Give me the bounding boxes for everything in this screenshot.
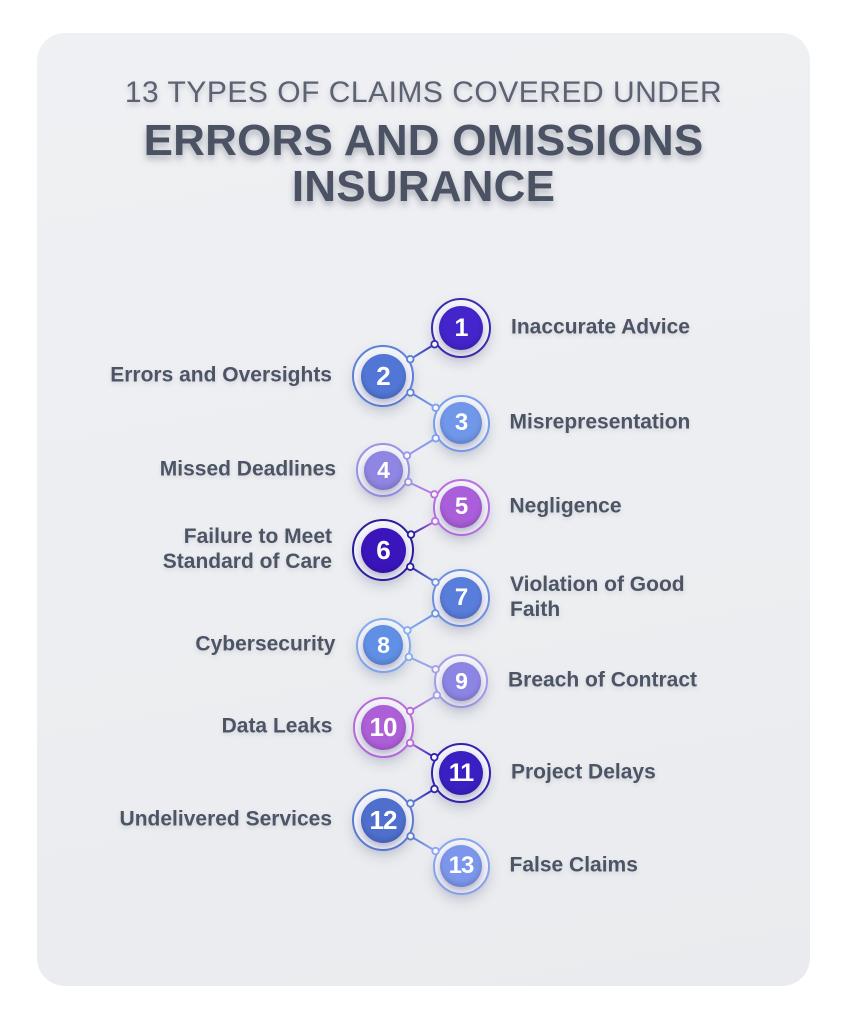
node-disc xyxy=(361,354,406,399)
node-disc xyxy=(440,402,482,444)
timeline-node-7 xyxy=(432,569,490,627)
node-number: 8 xyxy=(377,631,389,658)
item-label-7: Violation of Good Faith xyxy=(510,573,685,621)
node-disc xyxy=(440,845,482,887)
node-number: 13 xyxy=(448,852,474,879)
node-disc xyxy=(361,705,406,750)
node-disc xyxy=(439,306,483,350)
node-number: 4 xyxy=(377,456,389,483)
node-disc xyxy=(364,451,403,490)
node-disc xyxy=(442,662,481,701)
item-label-10: Data Leaks xyxy=(221,714,333,738)
node-disc xyxy=(361,528,406,573)
item-label-6: Failure to Meet Standard of Care xyxy=(162,525,332,573)
title-block xyxy=(37,78,810,210)
timeline-node-10 xyxy=(353,697,414,758)
node-disc xyxy=(363,625,403,665)
timeline-node-9 xyxy=(434,654,488,708)
item-label-4: Missed Deadlines xyxy=(159,457,336,481)
item-label-11: Project Delays xyxy=(511,760,656,784)
item-label-13: False Claims xyxy=(509,853,638,877)
timeline-node-13 xyxy=(433,838,490,895)
node-number: 7 xyxy=(454,584,468,611)
node-disc xyxy=(439,751,483,795)
timeline-node-1 xyxy=(431,298,491,358)
node-number: 6 xyxy=(376,534,390,565)
timeline-node-3 xyxy=(433,395,490,452)
timeline-node-11 xyxy=(431,743,491,803)
timeline-node-5 xyxy=(433,479,490,536)
item-label-2: Errors and Oversights xyxy=(110,363,332,387)
title-kicker: 13 TYPES OF CLAIMS COVERED UNDER xyxy=(124,76,723,109)
node-number: 11 xyxy=(448,758,474,787)
node-number: 9 xyxy=(455,667,467,694)
item-label-9: Breach of Contract xyxy=(508,668,698,692)
node-number: 10 xyxy=(369,711,397,742)
page-title-line1: ERRORS AND OMISSIONS xyxy=(143,116,704,165)
page-title-line2: INSURANCE xyxy=(291,161,556,211)
timeline-node-6 xyxy=(352,519,414,581)
node-number: 1 xyxy=(454,313,468,342)
timeline-node-2 xyxy=(352,345,414,407)
timeline-node-4 xyxy=(356,443,410,497)
item-label-5: Negligence xyxy=(509,494,622,518)
node-number: 5 xyxy=(454,493,468,520)
node-number: 12 xyxy=(369,804,397,835)
node-disc xyxy=(440,577,482,619)
node-disc xyxy=(440,486,482,528)
node-number: 2 xyxy=(376,360,390,391)
timeline-node-8 xyxy=(356,618,411,673)
node-disc xyxy=(361,798,406,843)
timeline-node-12 xyxy=(352,789,414,851)
item-label-1: Inaccurate Advice xyxy=(511,315,690,339)
item-label-3: Misrepresentation xyxy=(509,410,691,434)
item-label-12: Undelivered Services xyxy=(119,807,332,831)
node-number: 3 xyxy=(454,409,468,436)
item-label-8: Cybersecurity xyxy=(195,632,336,656)
